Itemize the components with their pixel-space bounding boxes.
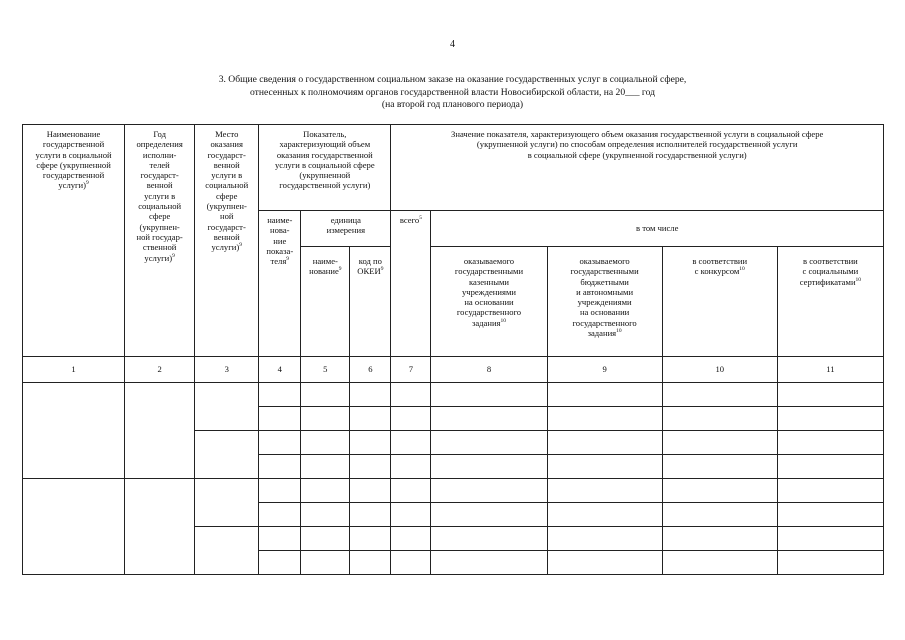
column-number-row: [23, 357, 884, 383]
table-cell: [301, 383, 350, 407]
table-cell: [547, 527, 662, 551]
table-cell: [547, 431, 662, 455]
table-cell: [195, 383, 259, 431]
column-number: 1: [23, 357, 125, 383]
table-cell: [350, 455, 391, 479]
table-cell: [777, 455, 883, 479]
header-service-name: Наименование государственной услуги в социальной сфере (укрупненной государственной услуги)$^9$: [23, 125, 125, 357]
table-cell: [391, 431, 431, 455]
header-state-institutions: оказываемого государственными казенными учреждениями на основании государственного задания$^{10}$: [431, 247, 547, 357]
table-cell: [777, 551, 883, 575]
table-cell: [391, 527, 431, 551]
table-cell: [195, 479, 259, 527]
column-number: 2: [125, 357, 195, 383]
table-cell: [662, 527, 777, 551]
table-cell: [195, 527, 259, 575]
table-cell: [662, 479, 777, 503]
column-number: 8: [431, 357, 547, 383]
column-number: 4: [259, 357, 301, 383]
table-cell: [259, 431, 301, 455]
heading-line-2: отнесенных к полномочиям органов государственной власти Новосибирской области, на 20___ год: [249, 86, 656, 98]
table-row: [23, 383, 884, 407]
table-cell: [350, 479, 391, 503]
header-including: в том числе: [431, 211, 884, 247]
table-cell: [391, 455, 431, 479]
header-place: Место оказания государст- венной услуги в социальной сфере (укрупнен- ной государст- венной услуги)$^9$: [195, 125, 259, 357]
heading-line-3: (на второй год планового периода): [381, 99, 524, 111]
header-total: всего$^5$: [391, 211, 431, 357]
table-cell: [431, 527, 547, 551]
table-cell: [301, 503, 350, 527]
table-cell: [259, 551, 301, 575]
header-budget-institutions: оказываемого государственными бюджетными и автономными учреждениями на основании государственного задания$^{10}$: [547, 247, 662, 357]
table-cell: [350, 407, 391, 431]
header-indicator-name: наиме- нова- ние показа- теля$^9$: [259, 211, 301, 357]
column-number: 3: [195, 357, 259, 383]
table-cell: [431, 551, 547, 575]
table-cell: [431, 407, 547, 431]
table-cell: [547, 551, 662, 575]
column-number: 7: [391, 357, 431, 383]
header-year: Год определения исполни- телей государст- венной услуги в социальной сфере (укрупнен- ной государ- ственной услуги)$^9$: [125, 125, 195, 357]
table-cell: [431, 431, 547, 455]
table-cell: [547, 479, 662, 503]
section-heading: [100, 74, 805, 112]
table-cell: [431, 383, 547, 407]
table-cell: [391, 407, 431, 431]
column-number: 5: [301, 357, 350, 383]
table-cell: [350, 551, 391, 575]
table-cell: [391, 383, 431, 407]
table-cell: [777, 431, 883, 455]
table-cell: [777, 407, 883, 431]
table-cell: [301, 479, 350, 503]
table-cell: [547, 455, 662, 479]
column-number: 6: [350, 357, 391, 383]
table-cell: [350, 383, 391, 407]
table-cell: [662, 551, 777, 575]
table-cell: [301, 455, 350, 479]
table-cell: [350, 503, 391, 527]
table-cell: [431, 479, 547, 503]
table-cell: [259, 479, 301, 503]
table-cell: [431, 455, 547, 479]
table-row: [23, 479, 884, 503]
table-cell: [777, 479, 883, 503]
table-cell: [350, 431, 391, 455]
table-cell: [662, 407, 777, 431]
table-cell: [301, 527, 350, 551]
table-cell: [259, 383, 301, 407]
header-certificates: в соответствии с социальными сертификатами$^{10}$: [777, 247, 883, 357]
column-number: 9: [547, 357, 662, 383]
header-unit-group: единица измерения: [301, 211, 391, 247]
table-cell: [547, 383, 662, 407]
table-cell: [662, 455, 777, 479]
table-cell: [391, 479, 431, 503]
header-indicator-group: Показатель, характеризующий объем оказания государственной услуги в социальной сфере (укрупненной государственной услуги): [259, 125, 391, 211]
table-cell: [259, 527, 301, 551]
table-cell: [662, 431, 777, 455]
table-cell: [23, 383, 125, 479]
table-cell: [301, 551, 350, 575]
table-cell: [23, 479, 125, 575]
table-cell: [259, 503, 301, 527]
table-cell: [301, 407, 350, 431]
table-cell: [547, 407, 662, 431]
table-cell: [350, 527, 391, 551]
table-cell: [259, 455, 301, 479]
table-cell: [125, 383, 195, 479]
table-cell: [777, 503, 883, 527]
table-cell: [431, 503, 547, 527]
column-number: 11: [777, 357, 883, 383]
table-cell: [301, 431, 350, 455]
table-cell: [547, 503, 662, 527]
table-cell: [391, 551, 431, 575]
header-value-group: Значение показателя, характеризующего объем оказания государственной услуги в социальной сфере (укрупненной услуги) по способам определения исполнителей государственной услуги в социальной сфере (укрупненной государственной услуги): [391, 125, 884, 211]
table-cell: [391, 503, 431, 527]
table-cell: [777, 383, 883, 407]
table-cell: [195, 431, 259, 479]
header-competition: в соответствии с конкурсом$^{10}$: [662, 247, 777, 357]
heading-line-1: 3. Общие сведения о государственном социальном заказе на оказание государственных услуг в социальной сфере,: [218, 74, 687, 85]
header-okei-code: код по ОКЕИ$^9$: [350, 247, 391, 357]
social-order-table: [22, 124, 884, 575]
header-row-1: [23, 125, 884, 211]
page-number: 4: [450, 39, 455, 50]
column-number: 10: [662, 357, 777, 383]
table-cell: [662, 383, 777, 407]
table-cell: [662, 503, 777, 527]
table-cell: [125, 479, 195, 575]
table-cell: [259, 407, 301, 431]
header-unit-name: наиме- нование$^9$: [301, 247, 350, 357]
table-cell: [777, 527, 883, 551]
